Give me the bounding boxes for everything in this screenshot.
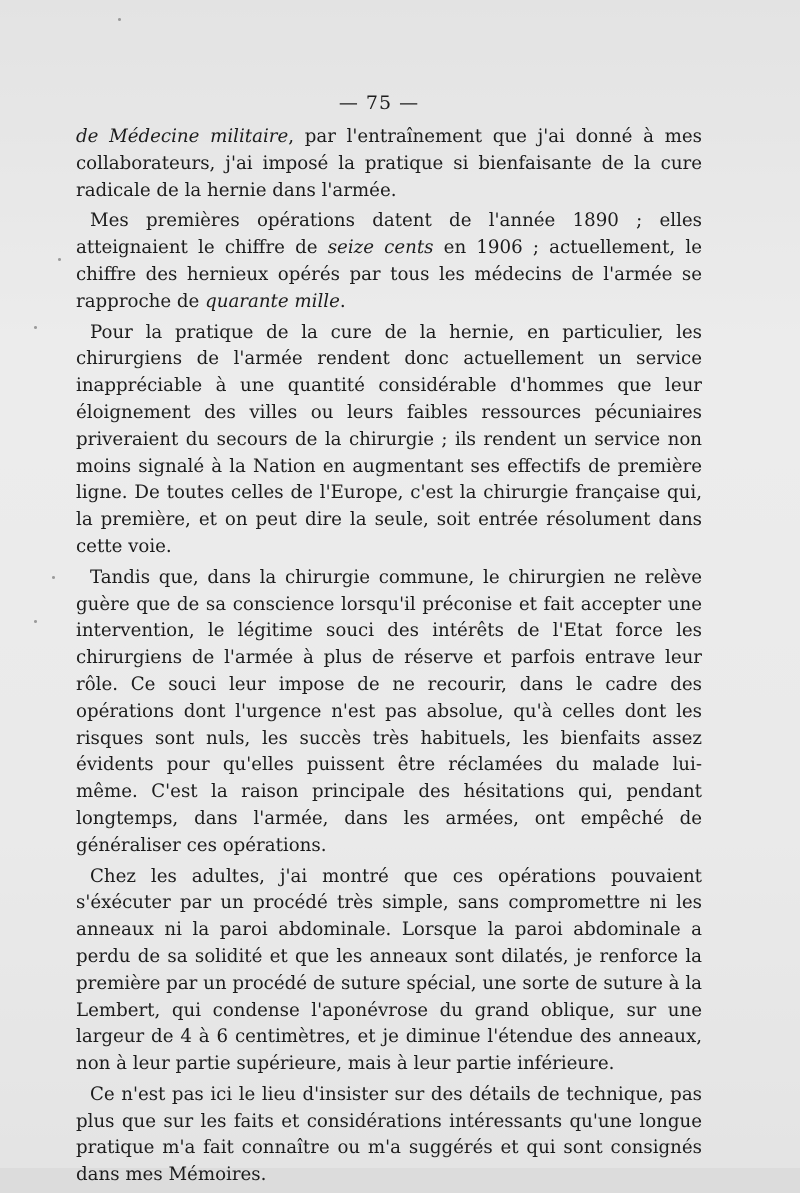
text-run: .: [339, 290, 346, 312]
scan-speck: [34, 326, 37, 329]
body-text: [76, 124, 702, 1193]
text-run: Mes premières opérations datent de l'année 1890 ; elles atteignaient le chiffre de: [76, 210, 702, 259]
italic-text: seize cents: [327, 237, 434, 259]
text-run: Tandis que, dans la chirurgie commune, le chirurgien ne relève guère que de sa conscience lorsqu'il préconise et fait accepter une intervention, le légitime souci des intérêts de l'Etat force les chirurgiens de l'armée à plus de réserve et parfois entrave leur rôle. Ce souci leur impose de ne recourir, dans le cadre des opérations dont l'urgence n'est pas absolue, qu'à celles dont les risques sont nuls, les succès très habituels, les bienfaits assez évidents pour qu'elles puissent être réclamées du malade lui-même. C'est la raison principale des hésitations qui, pendant longtemps, dans l'armée, dans les armées, ont empêché de généraliser ces opérations.: [76, 566, 702, 856]
scan-speck: [34, 620, 37, 623]
paragraph: [76, 208, 702, 315]
scan-speck: [118, 18, 121, 21]
text-run: Ce n'est pas ici le lieu d'insister sur des détails de technique, pas plus que sur les faits et considérations intéressants qu'une longue pratique m'a fait connaître ou m'a suggérés et qui sont consignés dans mes Mémoires.: [76, 1083, 702, 1186]
paragraph: [76, 565, 702, 860]
text-run: Chez les adultes, j'ai montré que ces opérations pouvaient s'éxécuter par un procédé très simple, sans compromettre ni les anneaux ni la paroi abdominale. Lorsque la paroi abdominale a perdu de sa solidité et que les anneaux sont dilatés, je renforce la première par un procédé de suture spécial, une sorte de suture à la Lembert, qui condense l'aponévrose du grand oblique, sur une largeur de 4 à 6 centimètres, et je diminue l'étendue des anneaux, non à leur partie supérieure, mais à leur partie inférieure.: [76, 865, 702, 1075]
paragraph: [76, 1082, 702, 1189]
paragraph: [76, 864, 702, 1078]
paragraph: [76, 320, 702, 561]
text-run: , par l'entraînement que j'ai donné à mes collaborateurs, j'ai imposé la pratique si bienfaisante de la cure radicale de la hernie dans l'armée.: [76, 126, 702, 201]
italic-text: de Médecine militaire: [76, 126, 289, 147]
italic-text: quarante mille: [205, 290, 340, 312]
text-run: en 1906 ; actuellement, le chiffre des hernieux opérés par tous les médecins de l'armée se rapproche de: [76, 237, 702, 312]
paragraph: [76, 124, 702, 204]
text-run: Pour la pratique de la cure de la hernie, en particulier, les chirurgiens de l'armée rendent donc actuellement un service inappréciable à une quantité considérable d'hommes que leur éloignement des villes ou leurs faibles ressources pécuniaires priveraient du secours de la chirurgie ; ils rendent un service non moins signalé à la Nation en augmentant ses effectifs de première ligne. De toutes celles de l'Europe, c'est la chirurgie française qui, la première, et on peut dire la seule, soit entrée résolument dans cette voie.: [76, 321, 702, 557]
scan-speck: [52, 576, 55, 579]
scan-speck: [58, 258, 61, 261]
page-number: — 75 —: [338, 92, 420, 114]
